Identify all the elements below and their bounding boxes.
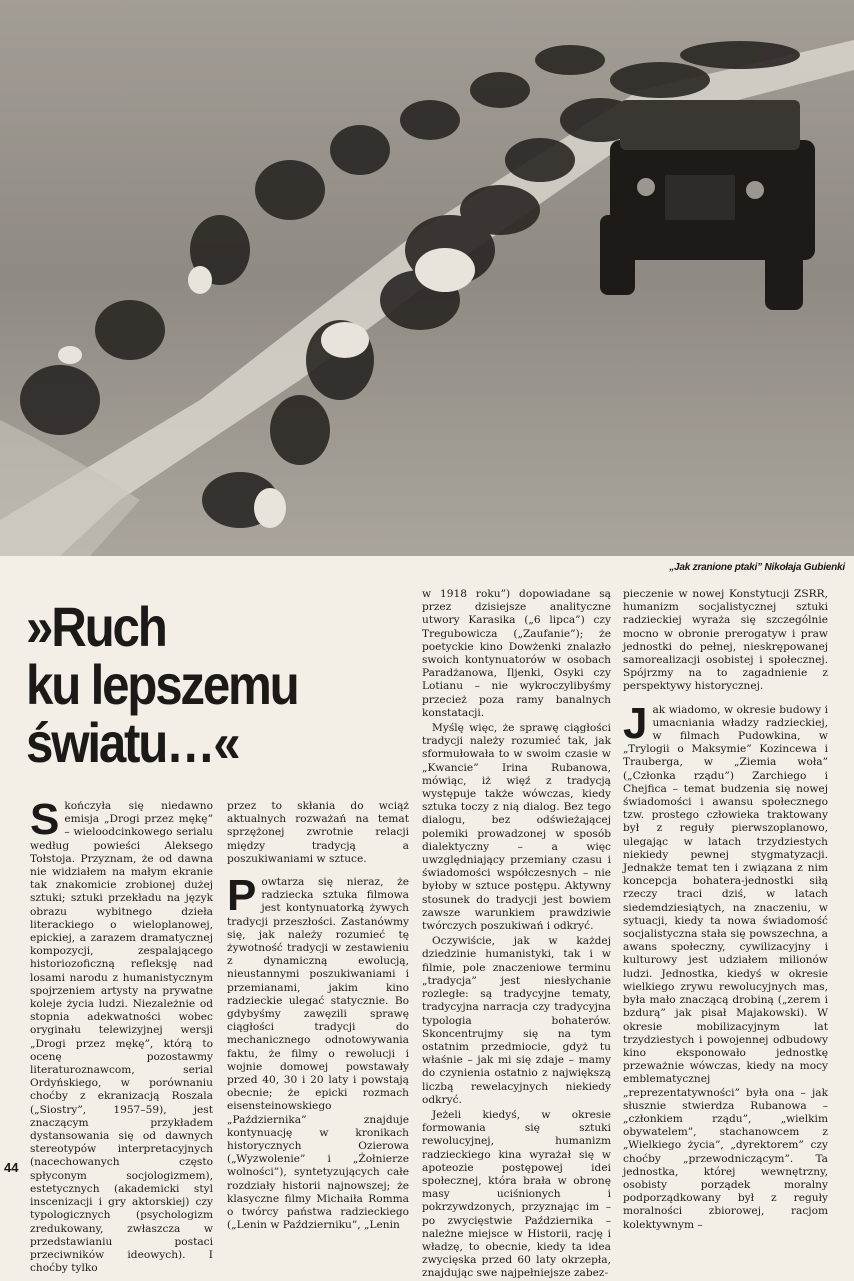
- drop-cap-s: S: [30, 795, 60, 844]
- paragraph: ak wiadomo, w okresie budowy i umacniania władzy radzieckiej, w filmach Pudowkina, w „Trylogii o Maksymie” Kozincewa i Trauberga, w „Ziemia woła” („Członka rządu”) Zarchiego i Chejfica – temat budzenia się nowej świadomości i awansu społecznego tzw. prostego człowieka traktowany był z reguły pierwszoplanowo, ulegając w latach trzydziestych niekiedy pewnej stygmatyzacji. Jednakże temat ten i związana z nim koncepcja bohatera-jednostki siłą rzeczy traci dziś, w latach siedemdziesiątych, na znaczeniu, w sytuacji, kiedy ta nowa świadomość socjalistyczna stała się powszechna, a awans społeczny, cywilizacyjny i kulturowy jest udziałem milionów ludzi. Jednostka, kiedyś w okresie wielkiego zrywu rewolucyjnych mas, była mało znaczącą drobiną („zerem i bzdurą” jak pisał Majakowski). W okresie mobilizacyjnym lat trzydziestych i powojennej odbudowy kino eksponowało jednostkę przeważnie wówczas, kiedy na mocy emblematycznej „reprezentatywności” była ona – jak słusznie stwierdza Rubanowa – „członkiem rządu”, „wielkim obywatelem”, stachanowcem z „Wielkiego życia”, „dyrektorem” czy choćby „przewodniczącym”. Ta jednostka, której wewnętrzny, osobisty porządek moralny podporządkowany był z reguły moralności zbiorowej, racjom kolektywnym –: [623, 703, 828, 1231]
- paragraph: Myślę więc, że sprawę ciągłości tradycji należy rozumieć tak, jak sformułowała to w swoim czasie w „Kwancie” Irina Rubanowa, mówiąc, iż więź z tradycją występuje także wówczas, kiedy sztuka toczy z nią dialog. Bez tego dialogu, bez odświeżającej polemiki prowadzonej w sposób dialektyczny – a więc uwzględniający przemiany czasu i świadomości współczesnych – nie byłoby w sztuce postępu. Aktywny stosunek do tradycji jest bowiem zawsze warunkiem prawdziwie twórczych poszukiwań i odkryć.: [422, 722, 611, 933]
- photo-caption: „Jak zranione ptaki” Nikołaja Gubienki: [669, 562, 845, 573]
- article-column-1: [30, 795, 213, 1275]
- page-number: 44: [4, 1160, 19, 1175]
- article-column-3: [422, 588, 611, 1280]
- headline-line-3: światu…«: [26, 711, 239, 774]
- article-column-4: [623, 588, 828, 1231]
- paragraph: przez to skłania do wciąż aktualnych rozważań na temat sprzężonej zwrotnie relacji między tradycją a poszukiwaniami w sztuce.: [227, 800, 409, 865]
- drop-cap-p: P: [227, 871, 257, 921]
- paragraph: Oczywiście, jak w każdej dziedzinie humanistyki, tak i w filmie, pole znaczeniowe terminu „tradycja” jest niesłychanie rozległe: są tradycyjne tematy, tradycyjna narracja czy tradycyjna typologia bohaterów. Skoncentrujmy się na tym ostatnim przedmiocie, gdyż tu właśnie – jak mi się zdaje – mamy do czynienia ostatnio z największą liczbą rewelacyjnych niekiedy odkryć.: [422, 935, 611, 1106]
- paragraph: w 1918 roku”) dopowiadane są przez dzisiejsze analityczne utwory Karasika („6 lipca”) czy Tregubowicza („Zaufanie”); że poetyckie kino Dowżenki znalazło swoich kontynuatorów w osobach Paradżanowa, Iljenki, Osyki czy Lotianu – nie wykroczylibyśmy przecież poza ramy banalnych konstatacji.: [422, 588, 611, 719]
- article-column-2: [227, 800, 409, 1232]
- paragraph: Jeżeli kiedyś, w okresie formowania się sztuki rewolucyjnej, humanizm radzieckiego kina wyrażał się w apoteozie postępowej idei społecznej, która brała w obronę masy uciśnionych i pokrzywdzonych, przyznając im – po zwycięstwie Października – należne miejsce w Historii, rację i władzę, to obecnie, kiedy ta idea zwycięska przed 60 laty okrzepła, znajdując swe najpełniejsze zabez-: [422, 1108, 611, 1280]
- drop-cap-j: J: [623, 698, 648, 748]
- paragraph: kończyła się niedawno emisja „Drogi przez mękę” – wieloodcinkowego serialu według powieści Aleksego Tołstoja. Przyznam, że od dawna nie widziałem na małym ekranie tak znakomicie zrobionej dużej sztuki; sztuki przekładu na język obrazu wybitnego dzieła literackiego o wieloplanowej, epickiej, a zarazem dramatycznej kompozycji, zespalającego historiozoficzną refleksję nad losami narodu z humanistycznym spojrzeniem artysty na prywatne koleje życia ludzi. Niezależnie od stopnia adekwatności wobec oryginału telewizyjnej wersji „Drogi przez mękę”, którą to ocenę pozostawmy literaturoznawcom, serial Ordyńskiego, w porównaniu choćby z ekranizacją Roszala („Siostry”, 1957–59), jest znaczącym przykładem dystansowania się od dawnych stereotypów interpretacyjnych (nacechowanych często spłyconym socjologizmem), estetycznych (akademicki styl inscenizacji i gry aktorskiej) czy typologicznych (psychologizm zredukowany, zwłaszcza w przedstawianiu postaci przeciwników ideowych). I choćby tylko: [30, 800, 213, 1275]
- article-headline: [26, 595, 343, 774]
- paragraph: owtarza się nieraz, że radziecka sztuka filmowa jest kontynuatorką żywych tradycji przeszłości. Zastanówmy się, jak należy rozumieć tę żywotność tradycji w zestawieniu z dynamiczną ewolucją, nieustannymi poszukiwaniami i przemianami, jakim kino radzieckie ulegać statycznie. Bo gdybyśmy zawęzili sprawę ciągłości tradycji do mechanicznego odnotowywania faktu, że filmy o rewolucji i wojnie domowej powstawały przed 40, 30 i 20 laty i powstają obecnie; że epicki rozmach eisensteinowskiego „Października” znajduje kontynuację w kronikach historycznych Ozierowa („Wyzwolenie” i „Żołnierze wolności”), syntetyzujących całe rozdziały historii najnowszej; że klasyczne filmy Michaiła Romma o twórcy państwa radzieckiego („Lenin w Październiku”, „Lenin: [227, 876, 409, 1232]
- headline-line-2: ku lepszemu: [26, 653, 298, 716]
- headline-line-1: »Ruch: [26, 595, 166, 658]
- beach-photo-illustration: [0, 0, 854, 556]
- beach-photo: [0, 0, 854, 556]
- paragraph: pieczenie w nowej Konstytucji ZSRR, humanizm socjalistycznej sztuki radzieckiej wyraża się szczególnie mocno w obronie prerogatyw i praw jednostki do pełnej, nieskrępowanej samorealizacji osobistej i społecznej. Spójrzmy na to zagadnienie z perspektywy historycznej.: [623, 588, 828, 693]
